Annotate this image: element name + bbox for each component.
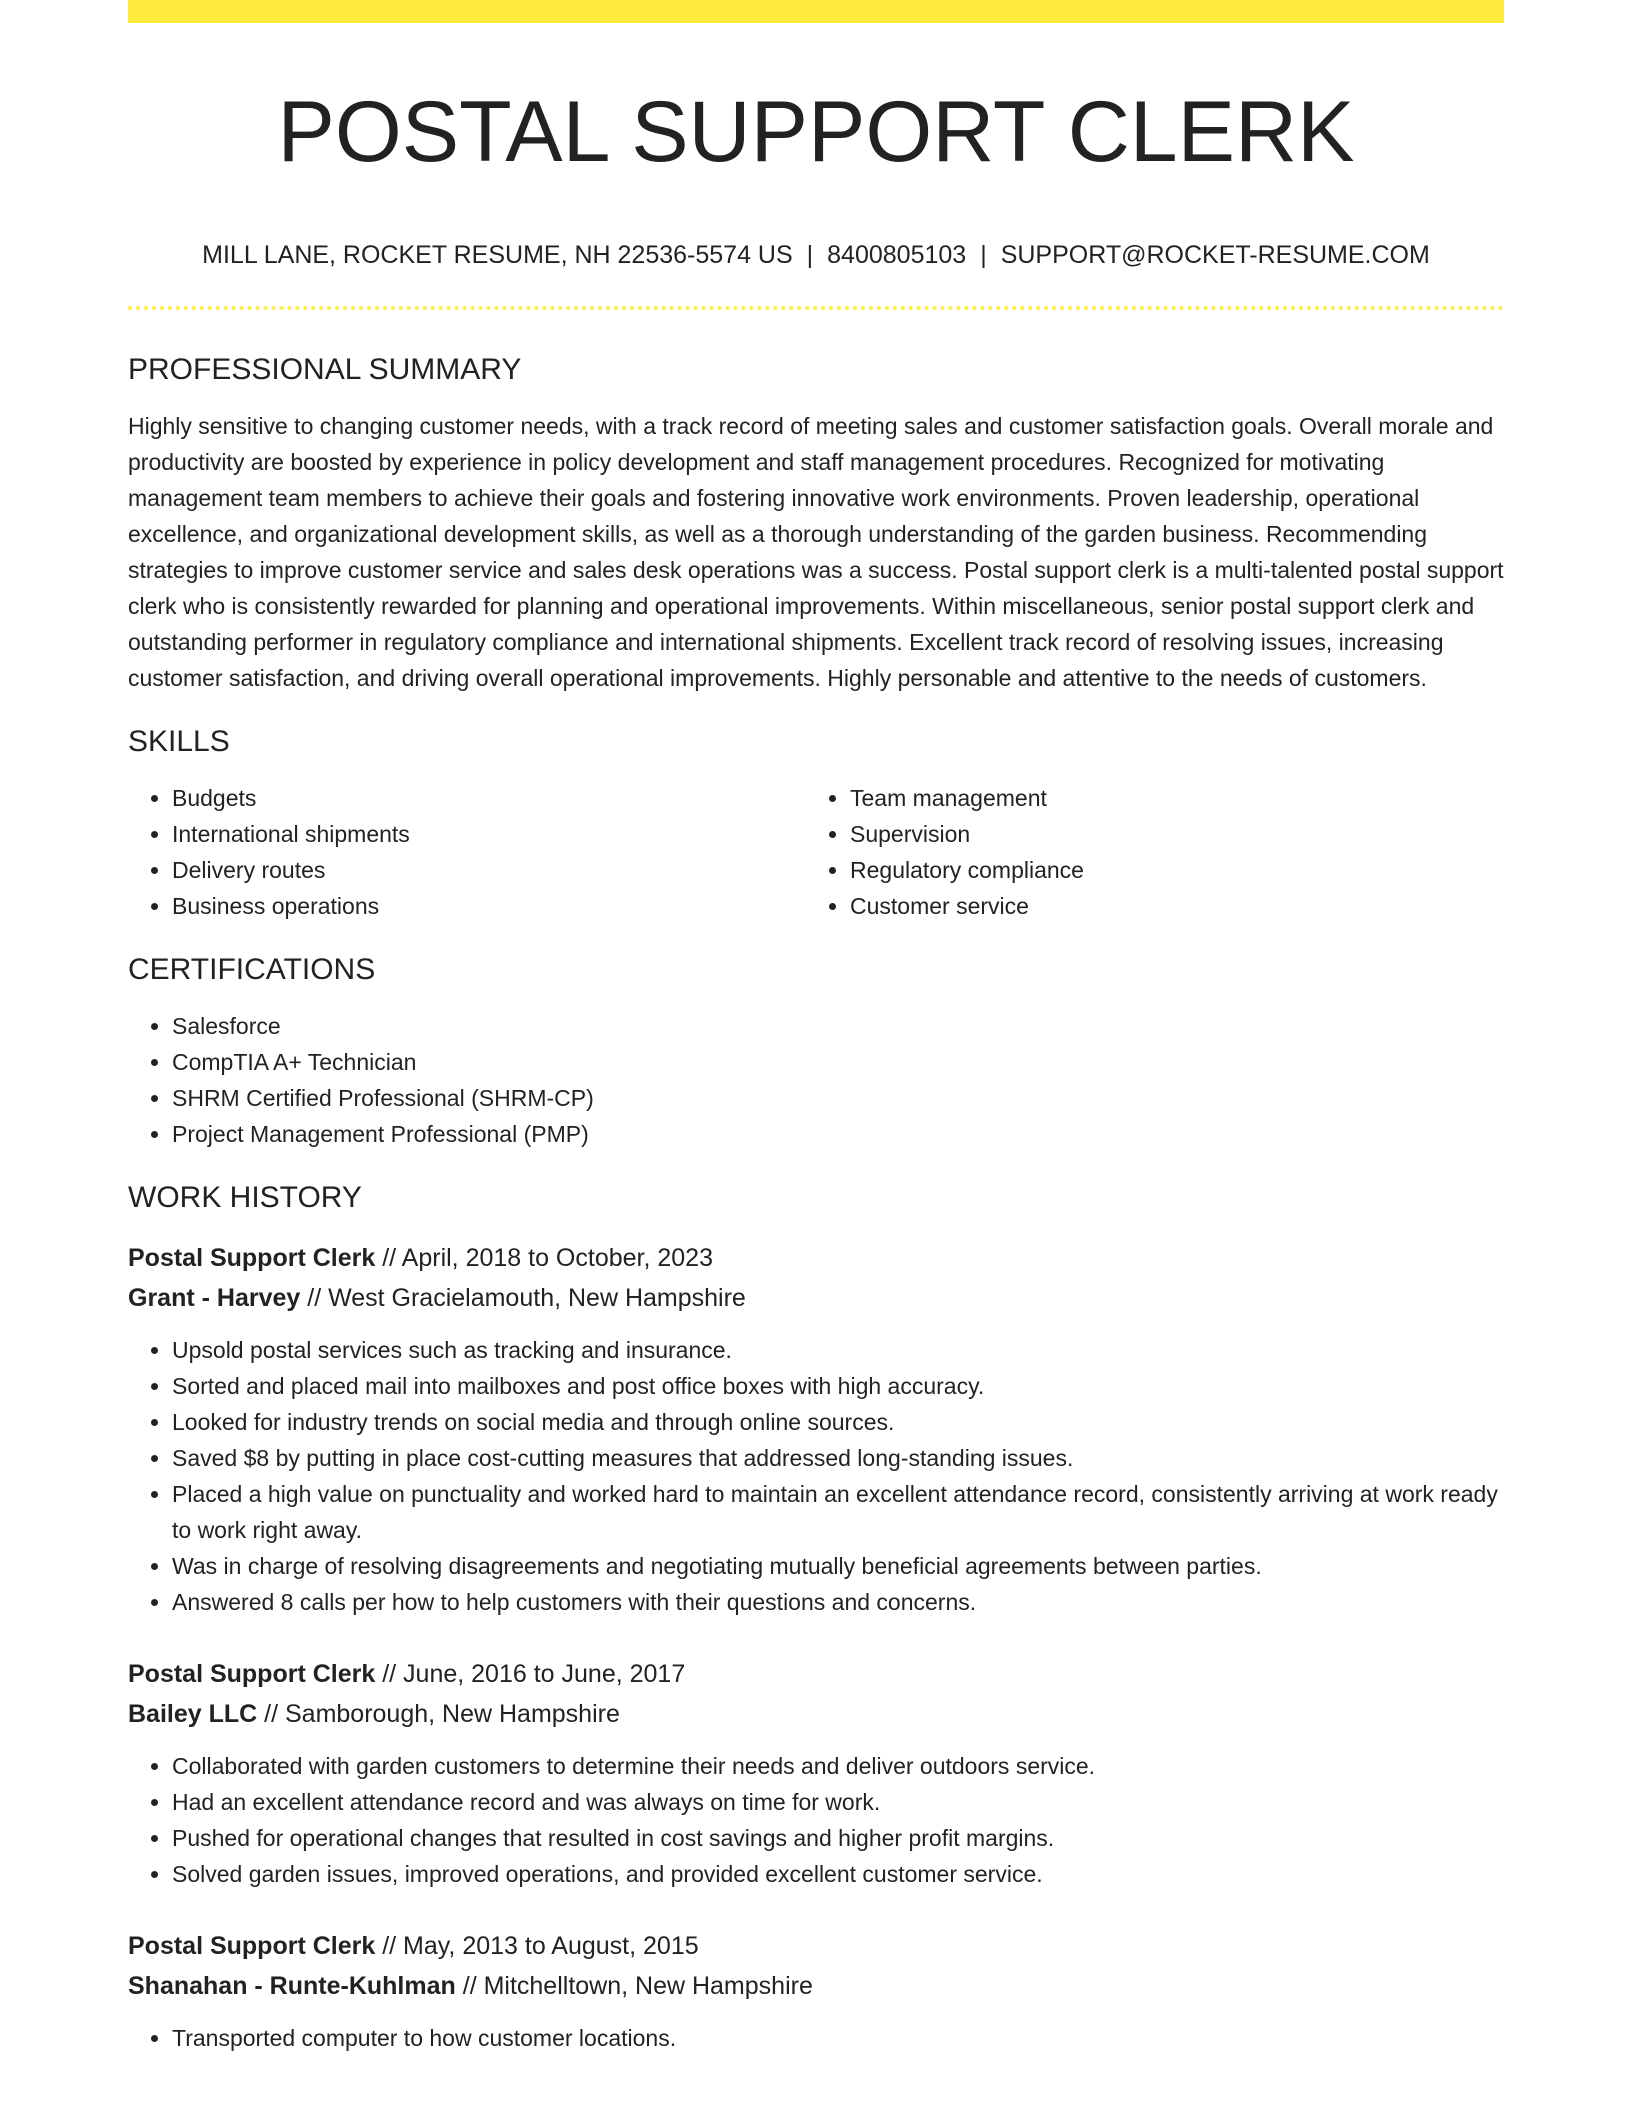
certification-item: • Project Management Professional (PMP) — [172, 1116, 1504, 1152]
job-dates: // June, 2016 to June, 2017 — [375, 1660, 686, 1688]
job-entry — [128, 1654, 1504, 1892]
job-dates: // May, 2013 to August, 2015 — [375, 1932, 699, 1960]
skill-item: • Supervision — [850, 816, 1484, 852]
job-bullet: • Was in charge of resolving disagreements and negotiating mutually beneficial agreements between parties. — [172, 1548, 1504, 1584]
job-company: Shanahan - Runte-Kuhlman — [128, 1972, 456, 2000]
contact-separator: | — [806, 241, 814, 269]
job-bullet: • Solved garden issues, improved operations, and provided excellent customer service. — [172, 1856, 1504, 1892]
job-bullet: • Saved $8 by putting in place cost-cutting measures that addressed long-standing issues. — [172, 1440, 1504, 1476]
summary-text: Highly sensitive to changing customer needs, with a track record of meeting sales and customer satisfaction goals. Overall morale and productivity are boosted by experience in policy development and staff management procedures. Recognized for motivating management team members to achieve their goals and fostering innovative work environments. Proven leadership, operational excellence, and organizational development skills, as well as a thorough understanding of the garden business. Recommending strategies to improve customer service and sales desk operations was a success. Postal support clerk is a multi-talented postal support clerk who is consistently rewarded for planning and operational improvements. Within miscellaneous, senior postal support clerk and outstanding performer in regulatory compliance and international shipments. Excellent track record of resolving issues, increasing customer satisfaction, and driving overall operational improvements. Highly personable and attentive to the needs of customers. — [128, 413, 1504, 691]
skill-item: • Team management — [850, 780, 1484, 816]
certifications-section — [128, 950, 1504, 1152]
job-bullets — [128, 1748, 1504, 1892]
job-bullet: • Transported computer to how customer locations. — [172, 2020, 1504, 2056]
job-bullet: • Pushed for operational changes that resulted in cost savings and higher profit margins. — [172, 1820, 1504, 1856]
job-bullet: • Upsold postal services such as tracking and insurance. — [172, 1332, 1504, 1368]
skill-item: • Customer service — [850, 888, 1484, 924]
job-bullets — [128, 2020, 1504, 2056]
contact-phone: 8400805103 — [827, 241, 967, 269]
job-bullets — [128, 1332, 1504, 1620]
certification-item: • Salesforce — [172, 1008, 1504, 1044]
job-company-line — [128, 1966, 1504, 2006]
work-history-heading: WORK HISTORY — [128, 1181, 362, 1214]
job-title-line — [128, 1926, 1504, 1966]
job-dates: // April, 2018 to October, 2023 — [375, 1244, 713, 1272]
job-role: Postal Support Clerk — [128, 1660, 376, 1688]
skills-list-right — [806, 780, 1484, 924]
job-company-line — [128, 1694, 1504, 1734]
work-history-section — [128, 1178, 1504, 2056]
job-company: Bailey LLC — [128, 1700, 258, 1728]
job-bullet: • Sorted and placed mail into mailboxes and post office boxes with high accuracy. — [172, 1368, 1504, 1404]
certification-item: • SHRM Certified Professional (SHRM-CP) — [172, 1080, 1504, 1116]
job-location: // Mitchelltown, New Hampshire — [455, 1972, 813, 2000]
resume-body — [128, 350, 1504, 2056]
job-title-line — [128, 1654, 1504, 1694]
contact-email: SUPPORT@ROCKET-RESUME.COM — [1000, 241, 1430, 269]
accent-top-bar — [128, 0, 1504, 23]
skill-item: • Regulatory compliance — [850, 852, 1484, 888]
contact-line — [128, 236, 1504, 274]
skill-item: • Business operations — [172, 888, 806, 924]
contact-separator: | — [980, 241, 987, 269]
certifications-list — [128, 1008, 1504, 1152]
skills-list-left — [128, 780, 806, 924]
skill-item: • International shipments — [172, 816, 806, 852]
certifications-heading: CERTIFICATIONS — [128, 953, 376, 986]
job-bullet: • Placed a high value on punctuality and worked hard to maintain an excellent attendance record, consistently arriving at work ready to work right away. — [172, 1476, 1504, 1548]
job-bullet: • Collaborated with garden customers to determine their needs and deliver outdoors service. — [172, 1748, 1504, 1784]
job-bullet: • Answered 8 calls per how to help customers with their questions and concerns. — [172, 1584, 1504, 1620]
resume-name: POSTAL SUPPORT CLERK — [277, 84, 1355, 180]
contact-address: MILL LANE, ROCKET RESUME, NH 22536-5574 US — [202, 241, 793, 269]
job-location: // Samborough, New Hampshire — [257, 1700, 620, 1728]
job-bullet: • Looked for industry trends on social media and through online sources. — [172, 1404, 1504, 1440]
job-role: Postal Support Clerk — [128, 1932, 376, 1960]
job-role: Postal Support Clerk — [128, 1244, 376, 1272]
job-entry — [128, 1238, 1504, 1620]
dotted-divider — [128, 306, 1504, 310]
skill-item: • Delivery routes — [172, 852, 806, 888]
job-title-line — [128, 1238, 1504, 1278]
summary-section — [128, 350, 1504, 696]
skills-heading: SKILLS — [128, 725, 230, 758]
skills-columns — [128, 780, 1504, 924]
job-company: Grant - Harvey — [128, 1284, 301, 1312]
job-entry — [128, 1926, 1504, 2056]
summary-heading: PROFESSIONAL SUMMARY — [128, 353, 522, 386]
certification-item: • CompTIA A+ Technician — [172, 1044, 1504, 1080]
job-location: // West Gracielamouth, New Hampshire — [300, 1284, 746, 1312]
job-bullet: • Had an excellent attendance record and was always on time for work. — [172, 1784, 1504, 1820]
skill-item: • Budgets — [172, 780, 806, 816]
job-company-line — [128, 1278, 1504, 1318]
skills-section — [128, 722, 1504, 924]
